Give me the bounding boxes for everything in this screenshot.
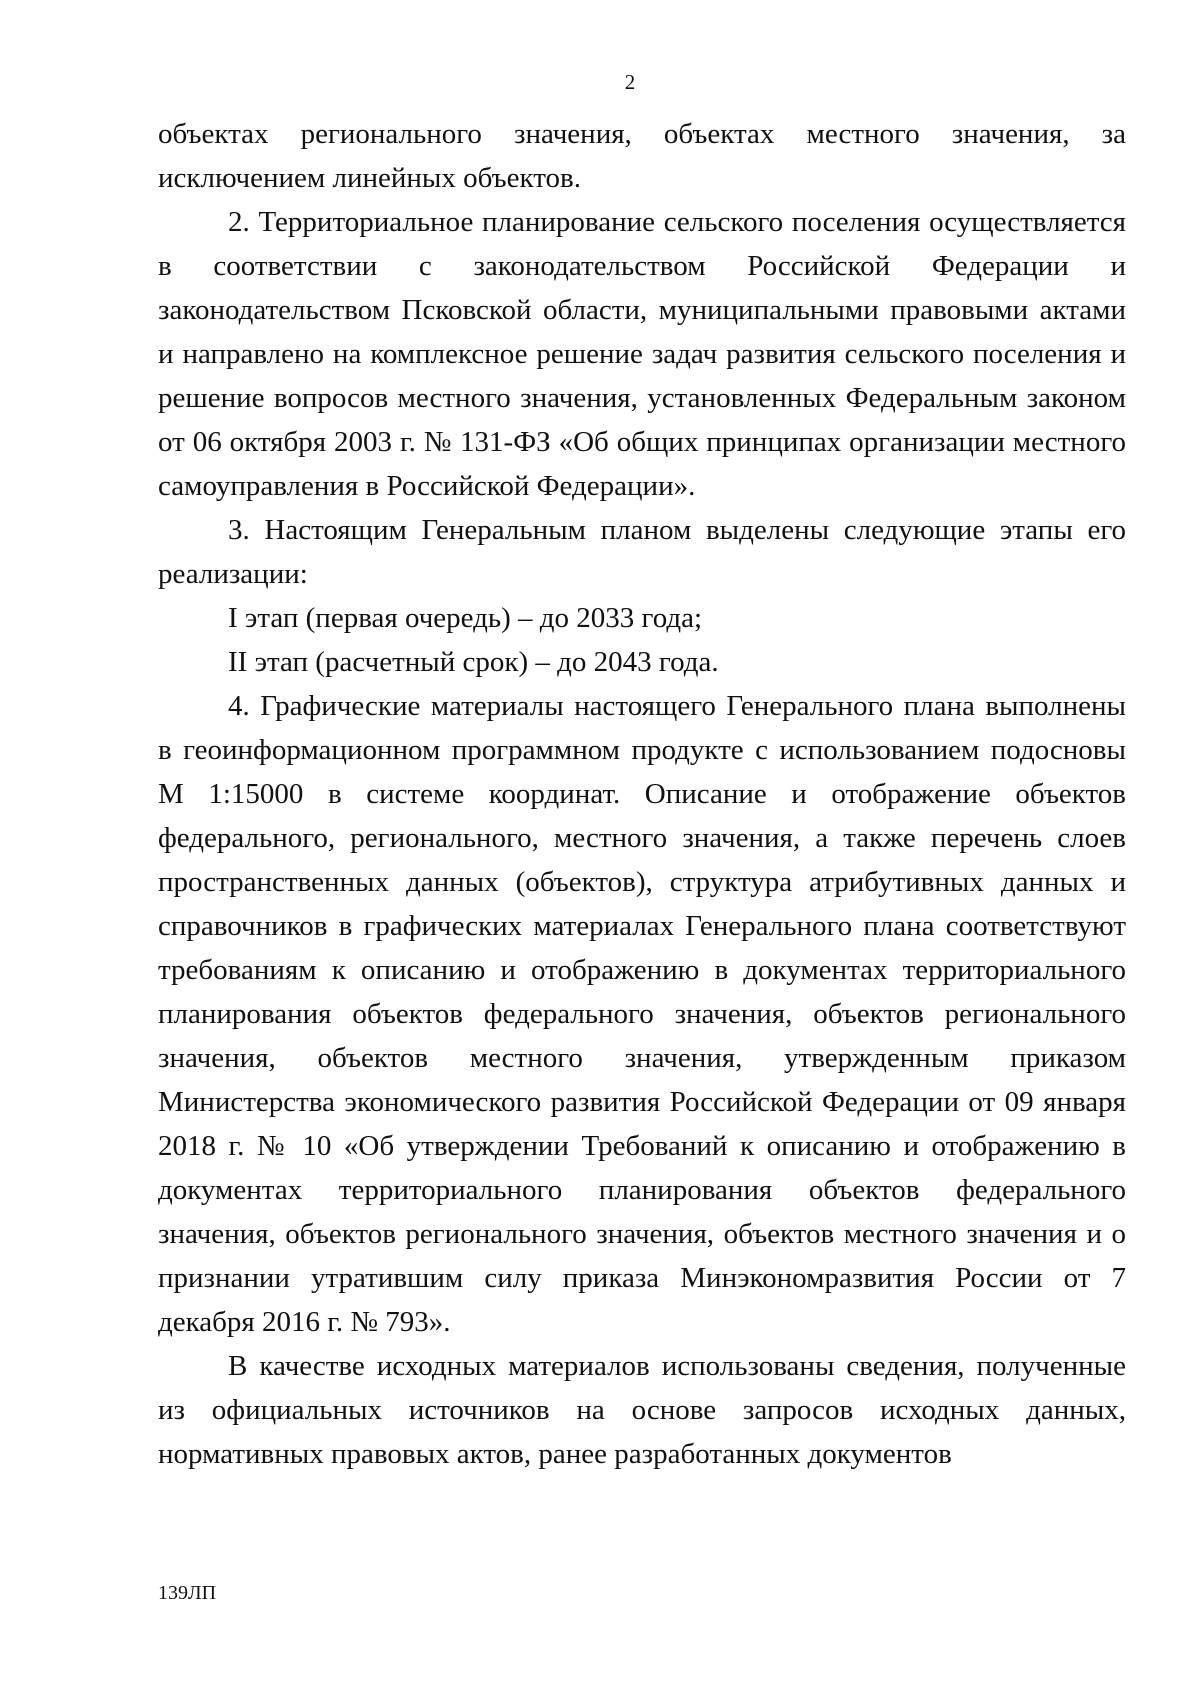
- paragraph-item-3: 3. Настоящим Генеральным планом выделены следующие этапы его реализации:: [158, 514, 1126, 590]
- paragraph-source-materials: В качестве исходных материалов использованы сведения, полученные из официальных источников на основе запросов исходных данных, нормативных правовых актов, ранее разработанных документов: [158, 1350, 1126, 1470]
- paragraph-item-4: 4. Графические материалы настоящего Генерального плана выполнены в геоинформационном программном продукте с использованием подосновы М 1:15000 в системе координат. Описание и отображение объектов федерального, регионального, местного значения, а также перечень слоев пространственных данных (объектов), структура атрибутивных данных и справочников в графических материалах Генерального плана соответствуют требованиям к описанию и отображению в документах территориального планирования объектов федерального значения, объектов регионального значения, объектов местного значения, утвержденным приказом Министерства экономического развития Российской Федерации от 09 января 2018 г. № 10 «Об утверждении Требований к описанию и отображению в документах территориального планирования объектов федерального значения, объектов регионального значения, объектов местного значения и о признании утратившим силу приказа Минэкономразвития России от 7 декабря 2016 г. № 793».: [158, 690, 1126, 1338]
- footer-document-code: 139ЛП: [158, 1582, 217, 1604]
- paragraph-item-2: 2. Территориальное планирование сельского поселения осуществляется в соответствии с законодательством Российской Федерации и законодательством Псковской области, муниципальными правовыми актами и направлено на комплексное решение задач развития сельского поселения и решение вопросов местного значения, установленных Федеральным законом от 06 октября 2003 г. № 131-ФЗ «Об общих принципах организации местного самоуправления в Российской Федерации».: [158, 206, 1126, 502]
- paragraph-continuation: объектах регионального значения, объектах местного значения, за исключением линейных объектов.: [158, 118, 1126, 194]
- document-body: [158, 112, 1126, 1476]
- paragraph-stage-2: II этап (расчетный срок) – до 2043 года.: [228, 646, 719, 678]
- page-number: 2: [624, 70, 636, 94]
- paragraph-stage-1: I этап (первая очередь) – до 2033 года;: [228, 602, 703, 634]
